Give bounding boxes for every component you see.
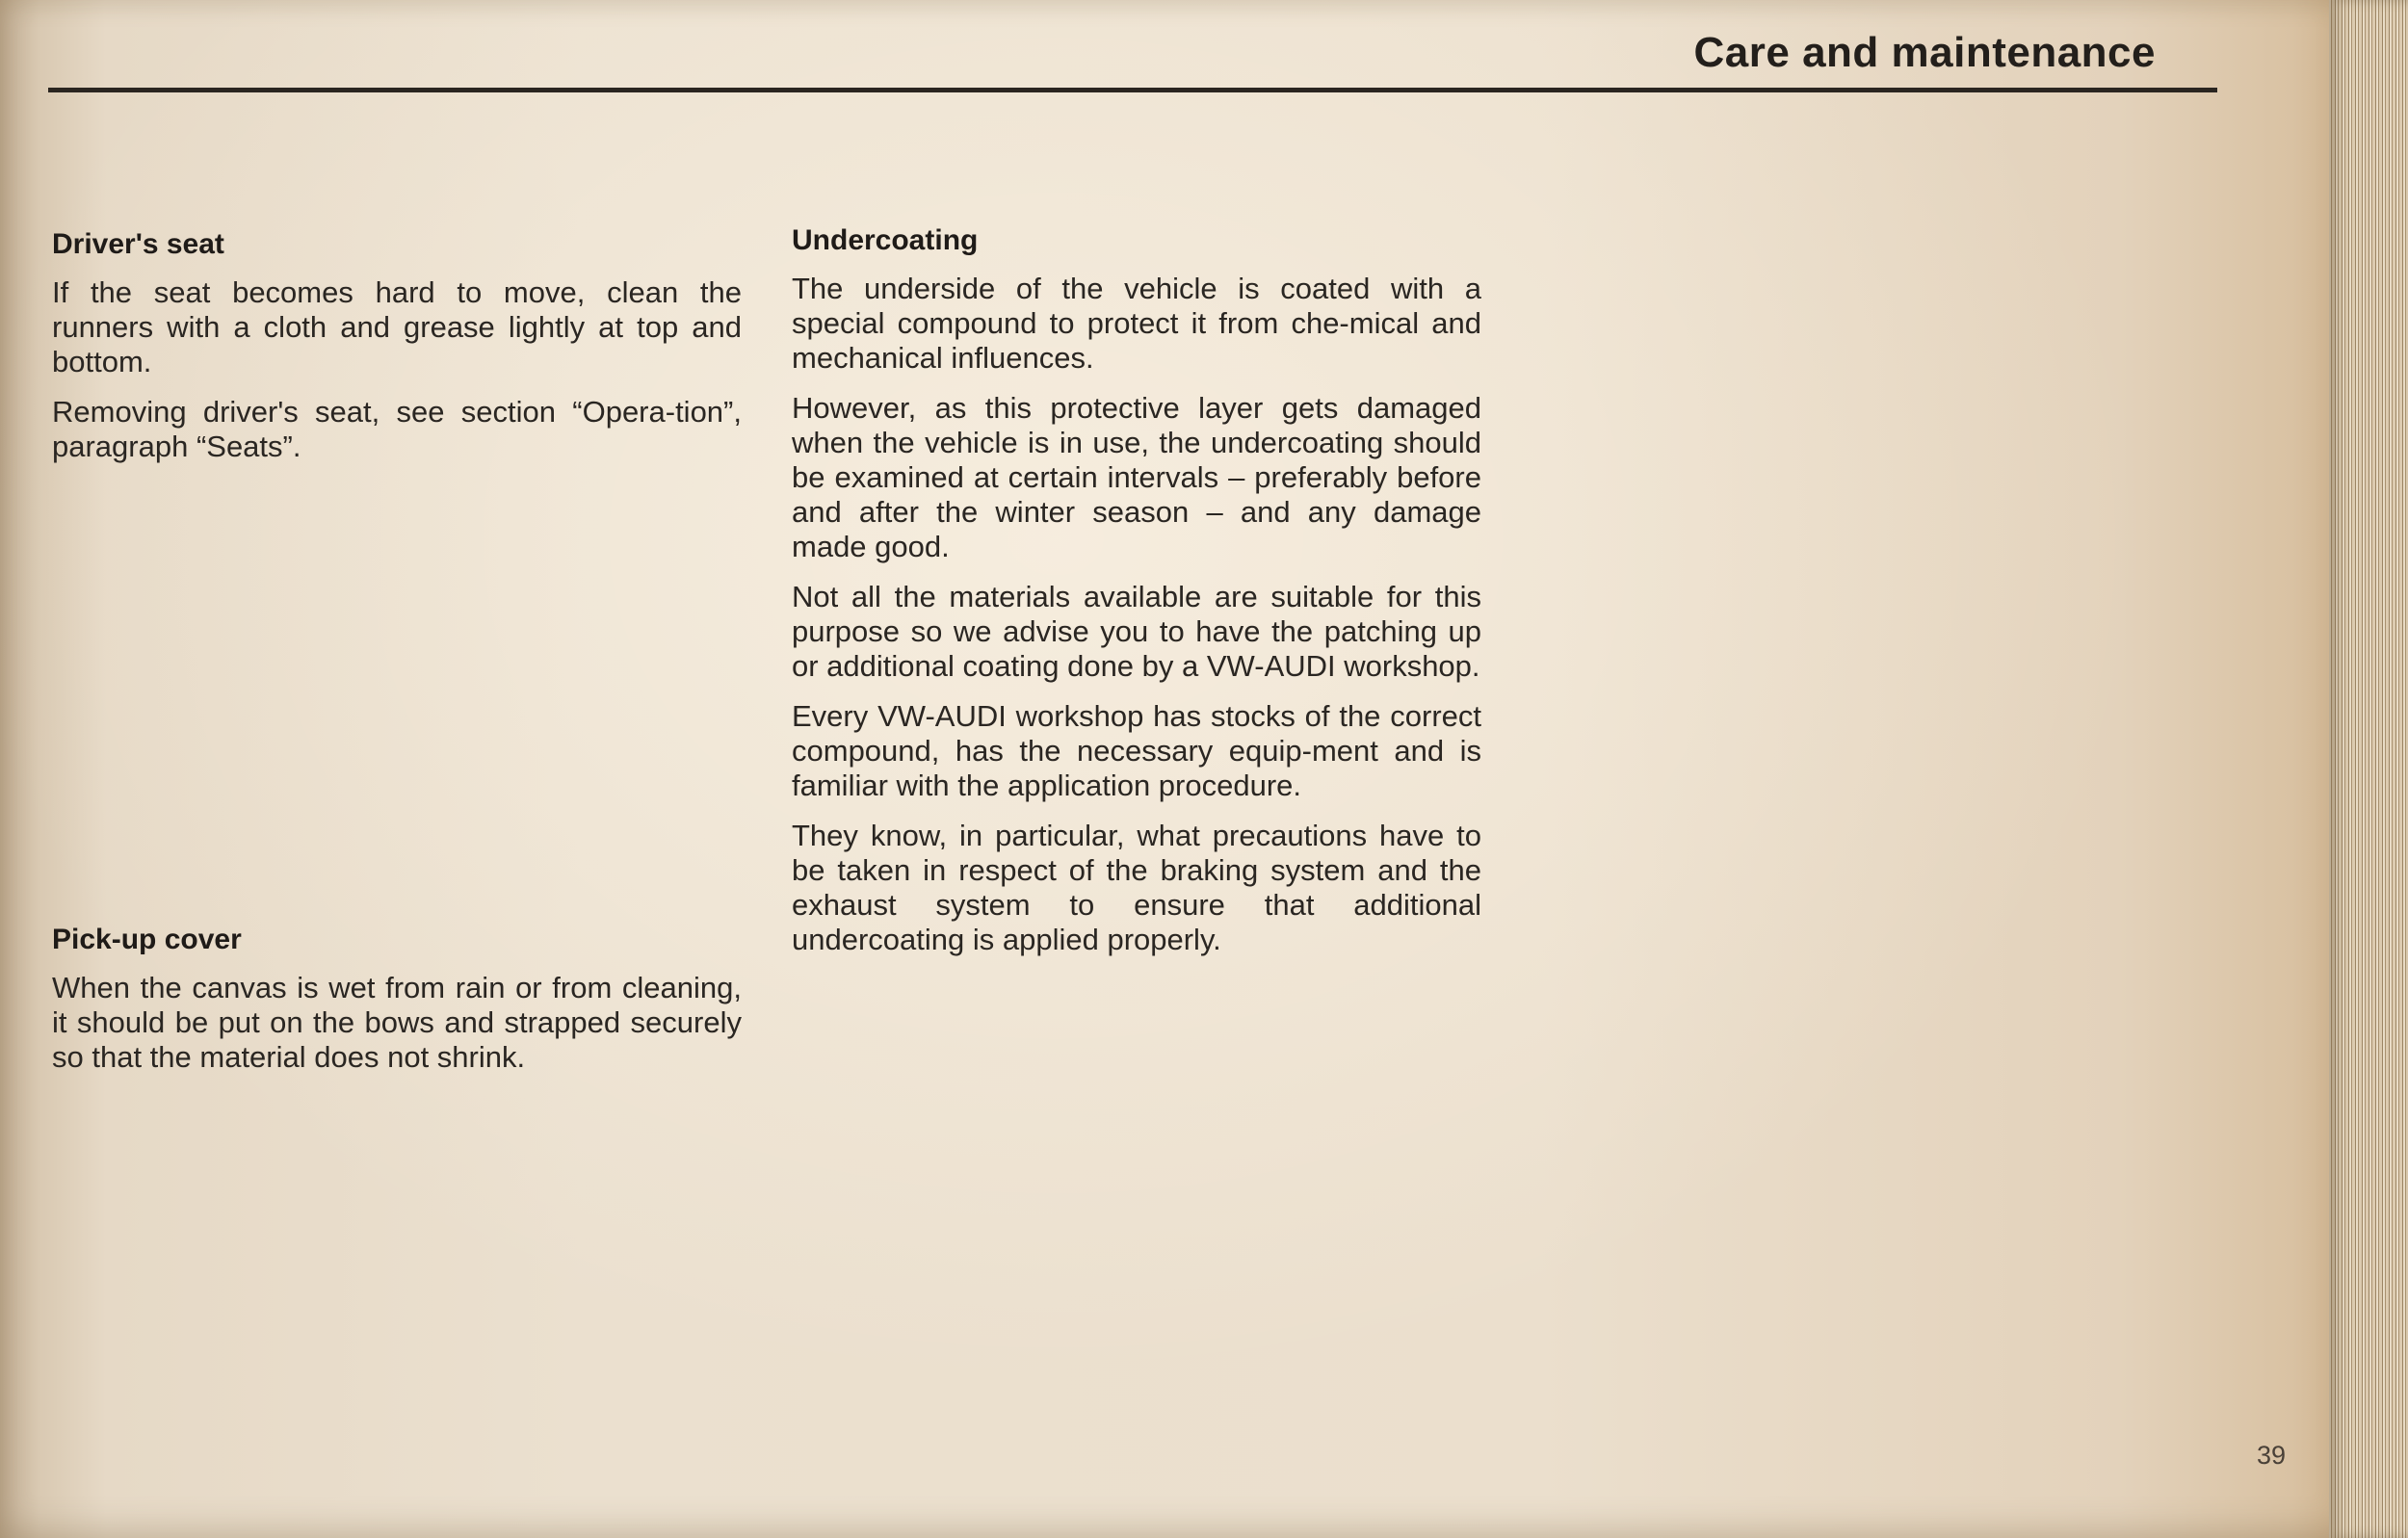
paragraph: Not all the materials available are suitable for this purpose so we advise you to have the patching up or additional coating done by a VW-AUDI workshop. xyxy=(792,580,1481,683)
section-drivers-seat xyxy=(52,227,742,480)
section-heading: Pick-up cover xyxy=(52,924,242,955)
paragraph: They know, in particular, what precautions have to be taken in respect of the braking system and the exhaust system to ensure that additional undercoating is applied properly. xyxy=(792,819,1481,956)
section-heading: Undercoating xyxy=(792,224,979,256)
page-number: 39 xyxy=(2257,1441,2287,1470)
paragraph: If the seat becomes hard to move, clean the runners with a cloth and grease lightly at top and bottom. xyxy=(52,275,742,378)
header-divider xyxy=(48,88,2217,92)
paragraph: When the canvas is wet from rain or from cleaning, it should be put on the bows and strapped securely so that the material does not shrink. xyxy=(52,971,742,1074)
paragraph: The underside of the vehicle is coated with a special compound to protect it from che-mical and mechanical influences. xyxy=(792,272,1481,375)
section-heading: Driver's seat xyxy=(52,228,224,260)
paragraph: Removing driver's seat, see section “Opera-tion”, paragraph “Seats”. xyxy=(52,395,742,463)
section-undercoating xyxy=(792,223,1481,973)
book-page-edges xyxy=(2329,0,2408,1538)
section-pick-up-cover xyxy=(52,923,742,1090)
paragraph: However, as this protective layer gets damaged when the vehicle is in use, the undercoating should be examined at certain intervals – preferably before and after the winter season – and any damage made good. xyxy=(792,391,1481,563)
paragraph: Every VW-AUDI workshop has stocks of the correct compound, has the necessary equip-ment and is familiar with the application procedure. xyxy=(792,699,1481,802)
page-title: Care and maintenance xyxy=(1693,29,2156,76)
